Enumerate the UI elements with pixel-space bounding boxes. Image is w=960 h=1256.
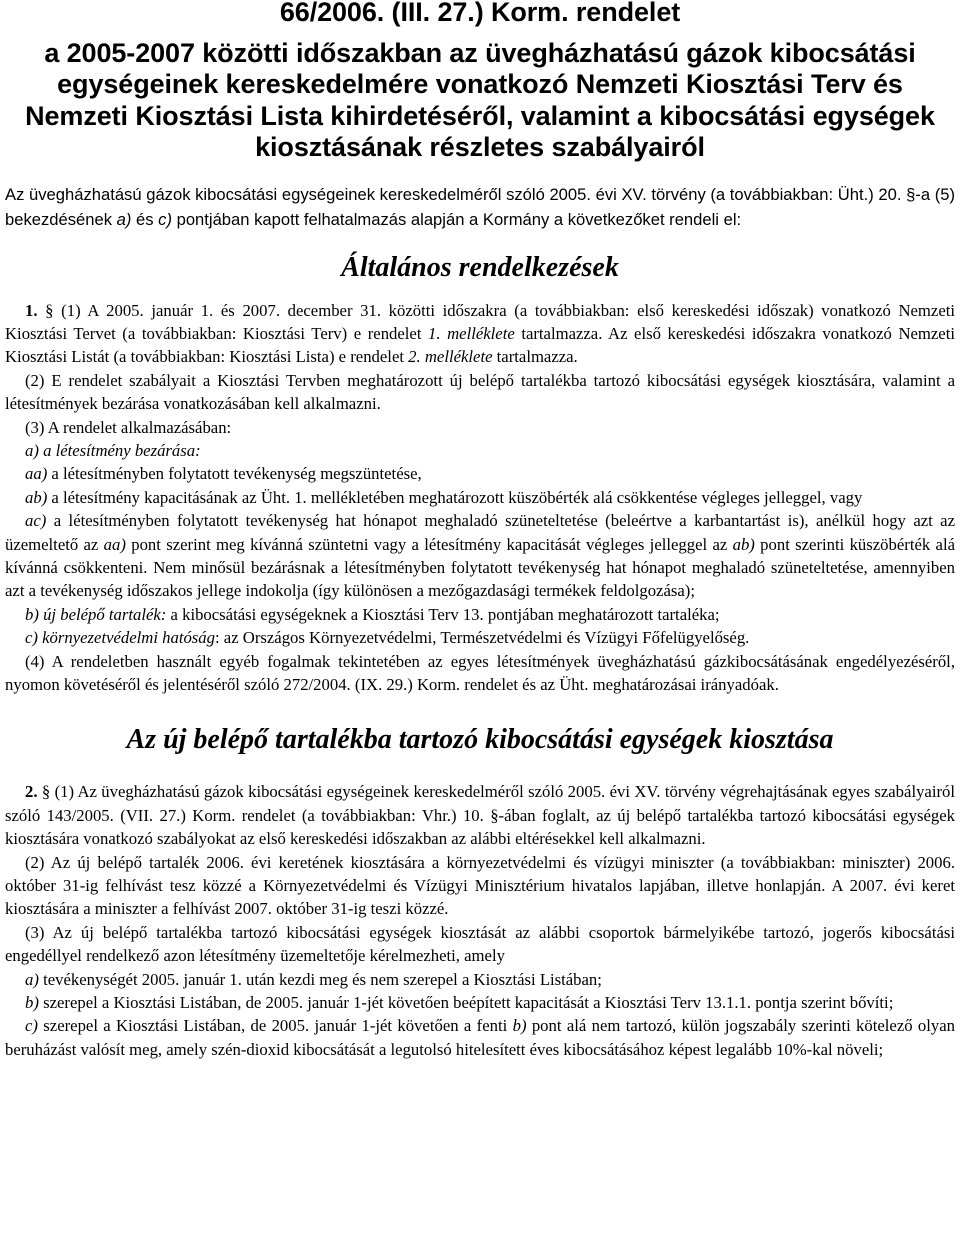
paragraph-1-3-aa: aa) a létesítményben folytatott tevékenység megszüntetése, [25,464,422,484]
section-heading-new-entrant: Az új belépő tartalékba tartozó kibocsátási egységek kiosztása [126,724,834,756]
section-new-entrant-body [5,780,955,1061]
paragraph-2-3-c: c) szerepel a Kiosztási Listában, de 2005. január 1-jét követően a fenti b) pont alá nem tartozó, külön jogszabály szerinti kötelező olyan beruházást valósít meg, amely szén-dioxid kibocsátását a legutolsó hitelesített éves kibocsátásához képest legalább 10%-kal növeli; [5,1016,955,1059]
paragraph-2-3-b: b) szerepel a Kiosztási Listában, de 2005. január 1-jét követően beépített kapacitását a Kiosztási Terv 13.1.1. pontja szerint bővíti; [25,993,894,1013]
paragraph-1-3-a: a) a létesítmény bezárása: [25,440,201,460]
title-decree-number: 66/2006. (III. 27.) Korm. rendelet [279,0,681,27]
preamble: Az üvegházhatású gázok kibocsátási egységeinek kereskedelméről szóló 2005. évi XV. törvény (a továbbiakban: Üht.) 20. §-a (5) bekezdésének a) és c) pontjában kapott felhatalmazás alapján a Kormány a következőket rendeli el: [5,184,955,229]
paragraph-1-3-c: c) környezetvédelmi hatóság: az Országos Környezetvédelmi, Természetvédelmi és Vízügyi Főfelügyelőség. [25,628,750,648]
paragraph-1-3: (3) A rendelet alkalmazásában: [25,417,232,437]
paragraph-2-1: 2. § (1) Az üvegházhatású gázok kibocsátási egységeinek kereskedelméről szóló 2005. évi XV. törvény végrehajtásának egyes szabályairól szóló 143/2005. (VII. 27.) Korm. rendelet (a továbbiakban: Vhr.) 10. §-ában foglalt, az új belépő tartalékba tartozó kibocsátási egységek kiosztására vonatkozó szabályokat az első kereskedési időszakban az alábbi eltérésekkel kell alkalmazni. [5,782,955,849]
paragraph-2-2: (2) Az új belépő tartalék 2006. évi keretének kiosztására a környezetvédelmi és vízügyi miniszter (a továbbiakban: miniszter) 2006. október 31-ig felhívást tesz közzé a Környezetvédelmi és Vízügyi Minisztérium hivatalos lapjában, illetve honlapján. A 2007. évi keret kiosztására a miniszter a felhívást 2007. október 31-ig teszi közzé. [5,852,955,919]
paragraph-1-3-ac: ac) a létesítményben folytatott tevékenység hat hónapot meghaladó szüneteltetése (beleértve a karbantartást is), anélkül hogy azt az üzemeltető az aa) pont szerint meg kívánná szüntetni vagy a létesítmény kapacitását végleges jelleggel az ab) pont szerinti küszöbérték alá kívánná csökkenteni. Nem minősül bezárásnak a létesítményben folytatott tevékenység hat hónapot meghaladó szüneteltetése, amennyiben azt a tevékenység időszakos jellege indokolja (így különösen a mezőgazdasági termékek feldolgozása); [5,511,955,601]
title-decree-subject: a 2005-2007 közötti időszakban az üvegházhatású gázok kibocsátási egységeinek kereskedelmére vonatkozó Nemzeti Kiosztási Terv és Nemzeti Kiosztási Lista kihirdetéséről, valamint a kibocsátási egységek kiosztásának részletes szabályairól [25,37,935,162]
paragraph-2-3-a: a) tevékenységét 2005. január 1. után kezdi meg és nem szerepel a Kiosztási Listában; [25,969,602,989]
paragraph-2-3: (3) Az új belépő tartalékba tartozó kibocsátási egységek kiosztását az alábbi csoportok bármelyikébe tartozó, jogerős kibocsátási engedéllyel rendelkező azon létesítmény üzemeltetője kérelmezheti, amely [5,922,955,966]
paragraph-1-3-b: b) új belépő tartalék: a kibocsátási egységeknek a Kiosztási Terv 13. pontjában meghatározott tartaléka; [25,604,720,624]
paragraph-1-1: 1. § (1) A 2005. január 1. és 2007. december 31. közötti időszakra (a továbbiakban: első kereskedési időszak) vonatkozó Nemzeti Kiosztási Tervet (a továbbiakban: Kiosztási Terv) e rendelet 1. melléklete tartalmazza. Az első kereskedési időszakra vonatkozó Nemzeti Kiosztási Listát (a továbbiakban: Kiosztási Lista) e rendelet 2. melléklete tartalmazza. [5,300,955,367]
section-general-body [5,299,955,697]
paragraph-1-3-ab: ab) a létesítmény kapacitásának az Üht. 1. mellékletében meghatározott küszöbérték alá csökkentése végleges jelleggel, vagy [25,487,863,507]
paragraph-1-4: (4) A rendeletben használt egyéb fogalmak tekintetében az egyes létesítmények üvegházhatású gázkibocsátásának engedélyezéséről, nyomon követéséről és jelentéséről szóló 272/2004. (IX. 29.) Korm. rendelet és az Üht. meghatározásai irányadóak. [5,651,955,694]
paragraph-1-2: (2) E rendelet szabályait a Kiosztási Tervben meghatározott új belépő tartalékba tartozó kibocsátási egységek kiosztására, valamint a létesítmények bezárása vonatkozásában kell alkalmazni. [5,370,955,414]
section-heading-general: Általános rendelkezések [341,251,619,283]
document-title [5,0,955,164]
